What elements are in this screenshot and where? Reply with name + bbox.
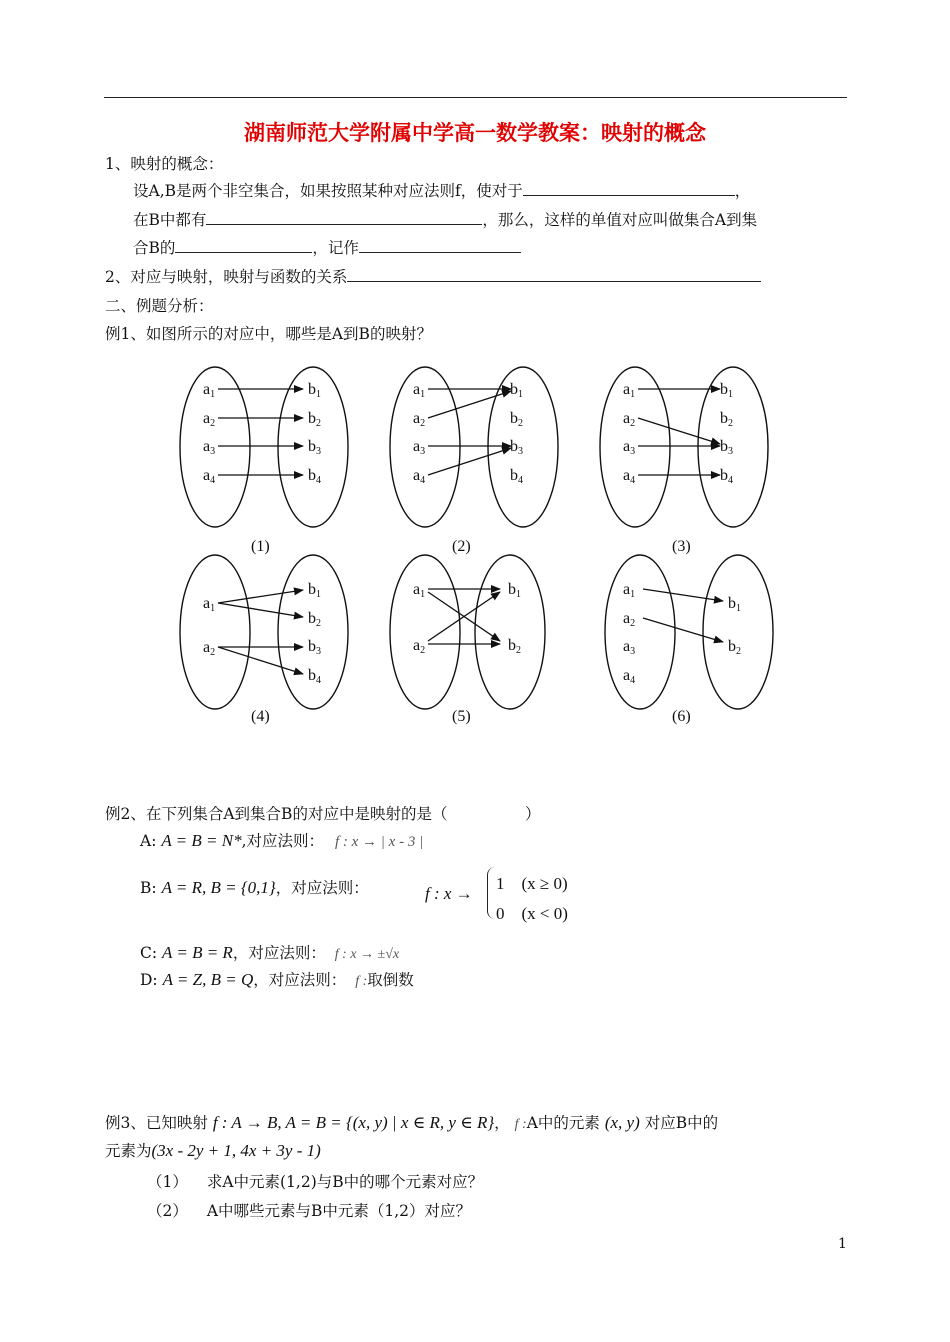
section1-heading: 1、映射的概念： (105, 155, 224, 173)
option-a-rule: f : x → | x - 3 | (334, 834, 424, 850)
d3-a4: a4 (623, 467, 636, 486)
example3-line2-a: 元素为 (105, 1142, 152, 1160)
option-b-sets: A = R, B = {0,1} (161, 878, 276, 897)
d4-arrow-a1-b1 (218, 590, 303, 603)
d6-b1: b1 (728, 595, 741, 614)
d2-b4: b4 (510, 467, 523, 486)
section1-line1-end: ， (734, 182, 751, 200)
page-title: 湖南师范大学附属中学高一数学教案：映射的概念 (244, 121, 706, 145)
example3-mid: A中的元素 (526, 1114, 600, 1132)
d4-b4: b4 (308, 667, 321, 686)
d6-arrow-a2-b2 (643, 618, 723, 642)
option-a-label: A: (140, 832, 157, 850)
d6-a1: a1 (623, 581, 636, 600)
d2-a2: a2 (413, 410, 426, 429)
example3-q2-num: （2） (147, 1202, 188, 1220)
section1-line2-b: ，那么，这样的单值对应叫做集合A到集 (482, 211, 758, 229)
d4-arrow-a2-b4 (218, 647, 303, 674)
d3-b3: b3 (720, 438, 733, 457)
d6-a3: a3 (623, 638, 636, 657)
d2-b2: b2 (510, 410, 523, 429)
option-c-sets: A = B = R (162, 943, 233, 962)
option-d-rule-tail: 取倒数 (367, 971, 414, 989)
d3-label: (3) (672, 538, 691, 555)
example3-intro: 例3、已知映射 (105, 1114, 208, 1132)
d4-b1: b1 (308, 581, 321, 600)
option-b-label: B: (140, 879, 157, 897)
d6-arrow-a1-b1 (643, 589, 723, 601)
d1-b1: b1 (308, 381, 321, 400)
d1-b3: b3 (308, 438, 321, 457)
example2-option-a (140, 829, 423, 851)
d3-b1: b1 (720, 381, 733, 400)
d1-label: (1) (251, 538, 270, 555)
option-c-rule: f : x → ±√x (334, 947, 400, 962)
diagram4-set-b (278, 555, 348, 709)
d4-a1: a1 (203, 595, 216, 614)
d1-b2: b2 (308, 410, 321, 429)
diagram3-set-b (698, 367, 768, 527)
d3-arrow-a2-b3 (638, 418, 720, 444)
d2-label: (2) (452, 538, 471, 555)
example2-option-c (140, 941, 399, 963)
d5-a2: a2 (413, 637, 426, 656)
option-b-rule-label: ，对应法则： (275, 879, 369, 897)
diagram5-set-b (475, 555, 545, 709)
option-c-label: C: (140, 944, 158, 962)
example3-xy: (x, y) (604, 1113, 640, 1132)
d1-b4: b4 (308, 467, 321, 486)
d6-a4: a4 (623, 667, 636, 686)
example3-q1-text: 求A中元素(1,2)与B中的哪个元素对应？ (206, 1173, 484, 1191)
d3-a1: a1 (623, 381, 636, 400)
d2-arrow-a4-b3 (428, 448, 511, 475)
option-d-rule: f : (355, 974, 368, 989)
diagram5-set-a (390, 555, 460, 709)
option-d-sets: A = Z, B = Q (162, 970, 254, 989)
section1-line3-b: ，记作 (312, 239, 359, 257)
example3-q2 (147, 1199, 471, 1221)
d2-b1: b1 (510, 381, 523, 400)
d2-b3: b3 (510, 438, 523, 457)
example3-map: f : A → B, A = B = {(x, y) | x ∈ R, y ∈ R} (212, 1113, 495, 1132)
d5-b2: b2 (508, 637, 521, 656)
d4-arrow-a1-b2 (218, 603, 303, 617)
d2-a3: a3 (413, 438, 426, 457)
d6-a2: a2 (623, 610, 636, 629)
d3-b4: b4 (720, 467, 733, 486)
diagram2-set-b (488, 367, 558, 527)
d1-a2: a2 (203, 410, 216, 429)
example2-question: 例2、在下列集合A到集合B的对应中是映射的是（ ） (105, 805, 541, 823)
d4-b3: b3 (308, 638, 321, 657)
option-d-rule-label: ，对应法则： (253, 971, 347, 989)
d5-a1: a1 (413, 581, 426, 600)
d6-b2: b2 (728, 638, 741, 657)
section3-heading: 二、例题分析： (105, 297, 214, 315)
d5-label: (5) (452, 708, 471, 725)
diagram4-set-a (180, 555, 250, 709)
d2-arrow-a2-b1 (428, 391, 511, 418)
example1-question: 例1、如图所示的对应中，哪些是A到B的映射？ (105, 325, 432, 343)
example3-f2: f : (514, 1117, 527, 1132)
example3-q1 (147, 1170, 483, 1192)
option-b-case1: 1 (x ≥ 0) (496, 874, 568, 893)
d3-a3: a3 (623, 438, 636, 457)
d1-a4: a4 (203, 467, 216, 486)
d3-b2: b2 (720, 410, 733, 429)
example3-line2-expr: (3x - 2y + 1, 4x + 3y - 1) (151, 1141, 321, 1160)
option-d-label: D: (140, 971, 158, 989)
example3-q2-text: A中哪些元素与B中元素（1,2）对应？ (206, 1202, 472, 1220)
example3-tail: 对应B中的 (644, 1114, 719, 1132)
d1-a1: a1 (203, 381, 216, 400)
option-c-rule-label: ，对应法则： (232, 944, 326, 962)
example3-q1-num: （1） (147, 1173, 188, 1191)
d4-label: (4) (251, 708, 270, 725)
option-a-rule-label: ,对应法则： (241, 832, 325, 850)
d6-label: (6) (672, 708, 691, 725)
option-b-case2: 0 (x < 0) (496, 904, 568, 923)
d1-a3: a3 (203, 438, 216, 457)
d2-a1: a1 (413, 381, 426, 400)
option-b-rule-prefix: f : x → (425, 884, 473, 903)
section1-line2-a: 在B中都有 (133, 211, 207, 229)
d4-b2: b2 (308, 610, 321, 629)
section2-text: 2、对应与映射，映射与函数的关系 (105, 268, 348, 286)
option-a-sets: A = B = N* (161, 831, 242, 850)
example2-option-b (140, 876, 369, 898)
example3-line1 (105, 1111, 718, 1133)
section1-line1-text: 设A,B是两个非空集合，如果按照某种对应法则f，使对于 (133, 182, 523, 200)
page-number: 1 (838, 1236, 847, 1252)
d5-b1: b1 (508, 581, 521, 600)
example3-line2 (105, 1139, 321, 1161)
diagram6-set-a (605, 555, 675, 709)
d4-a2: a2 (203, 639, 216, 658)
d3-a2: a2 (623, 410, 636, 429)
example3-comma: ， (494, 1114, 510, 1132)
diagram6-set-b (703, 555, 773, 709)
section1-line3-a: 合B的 (133, 239, 176, 257)
d2-a4: a4 (413, 467, 426, 486)
example2-option-d (140, 968, 414, 990)
